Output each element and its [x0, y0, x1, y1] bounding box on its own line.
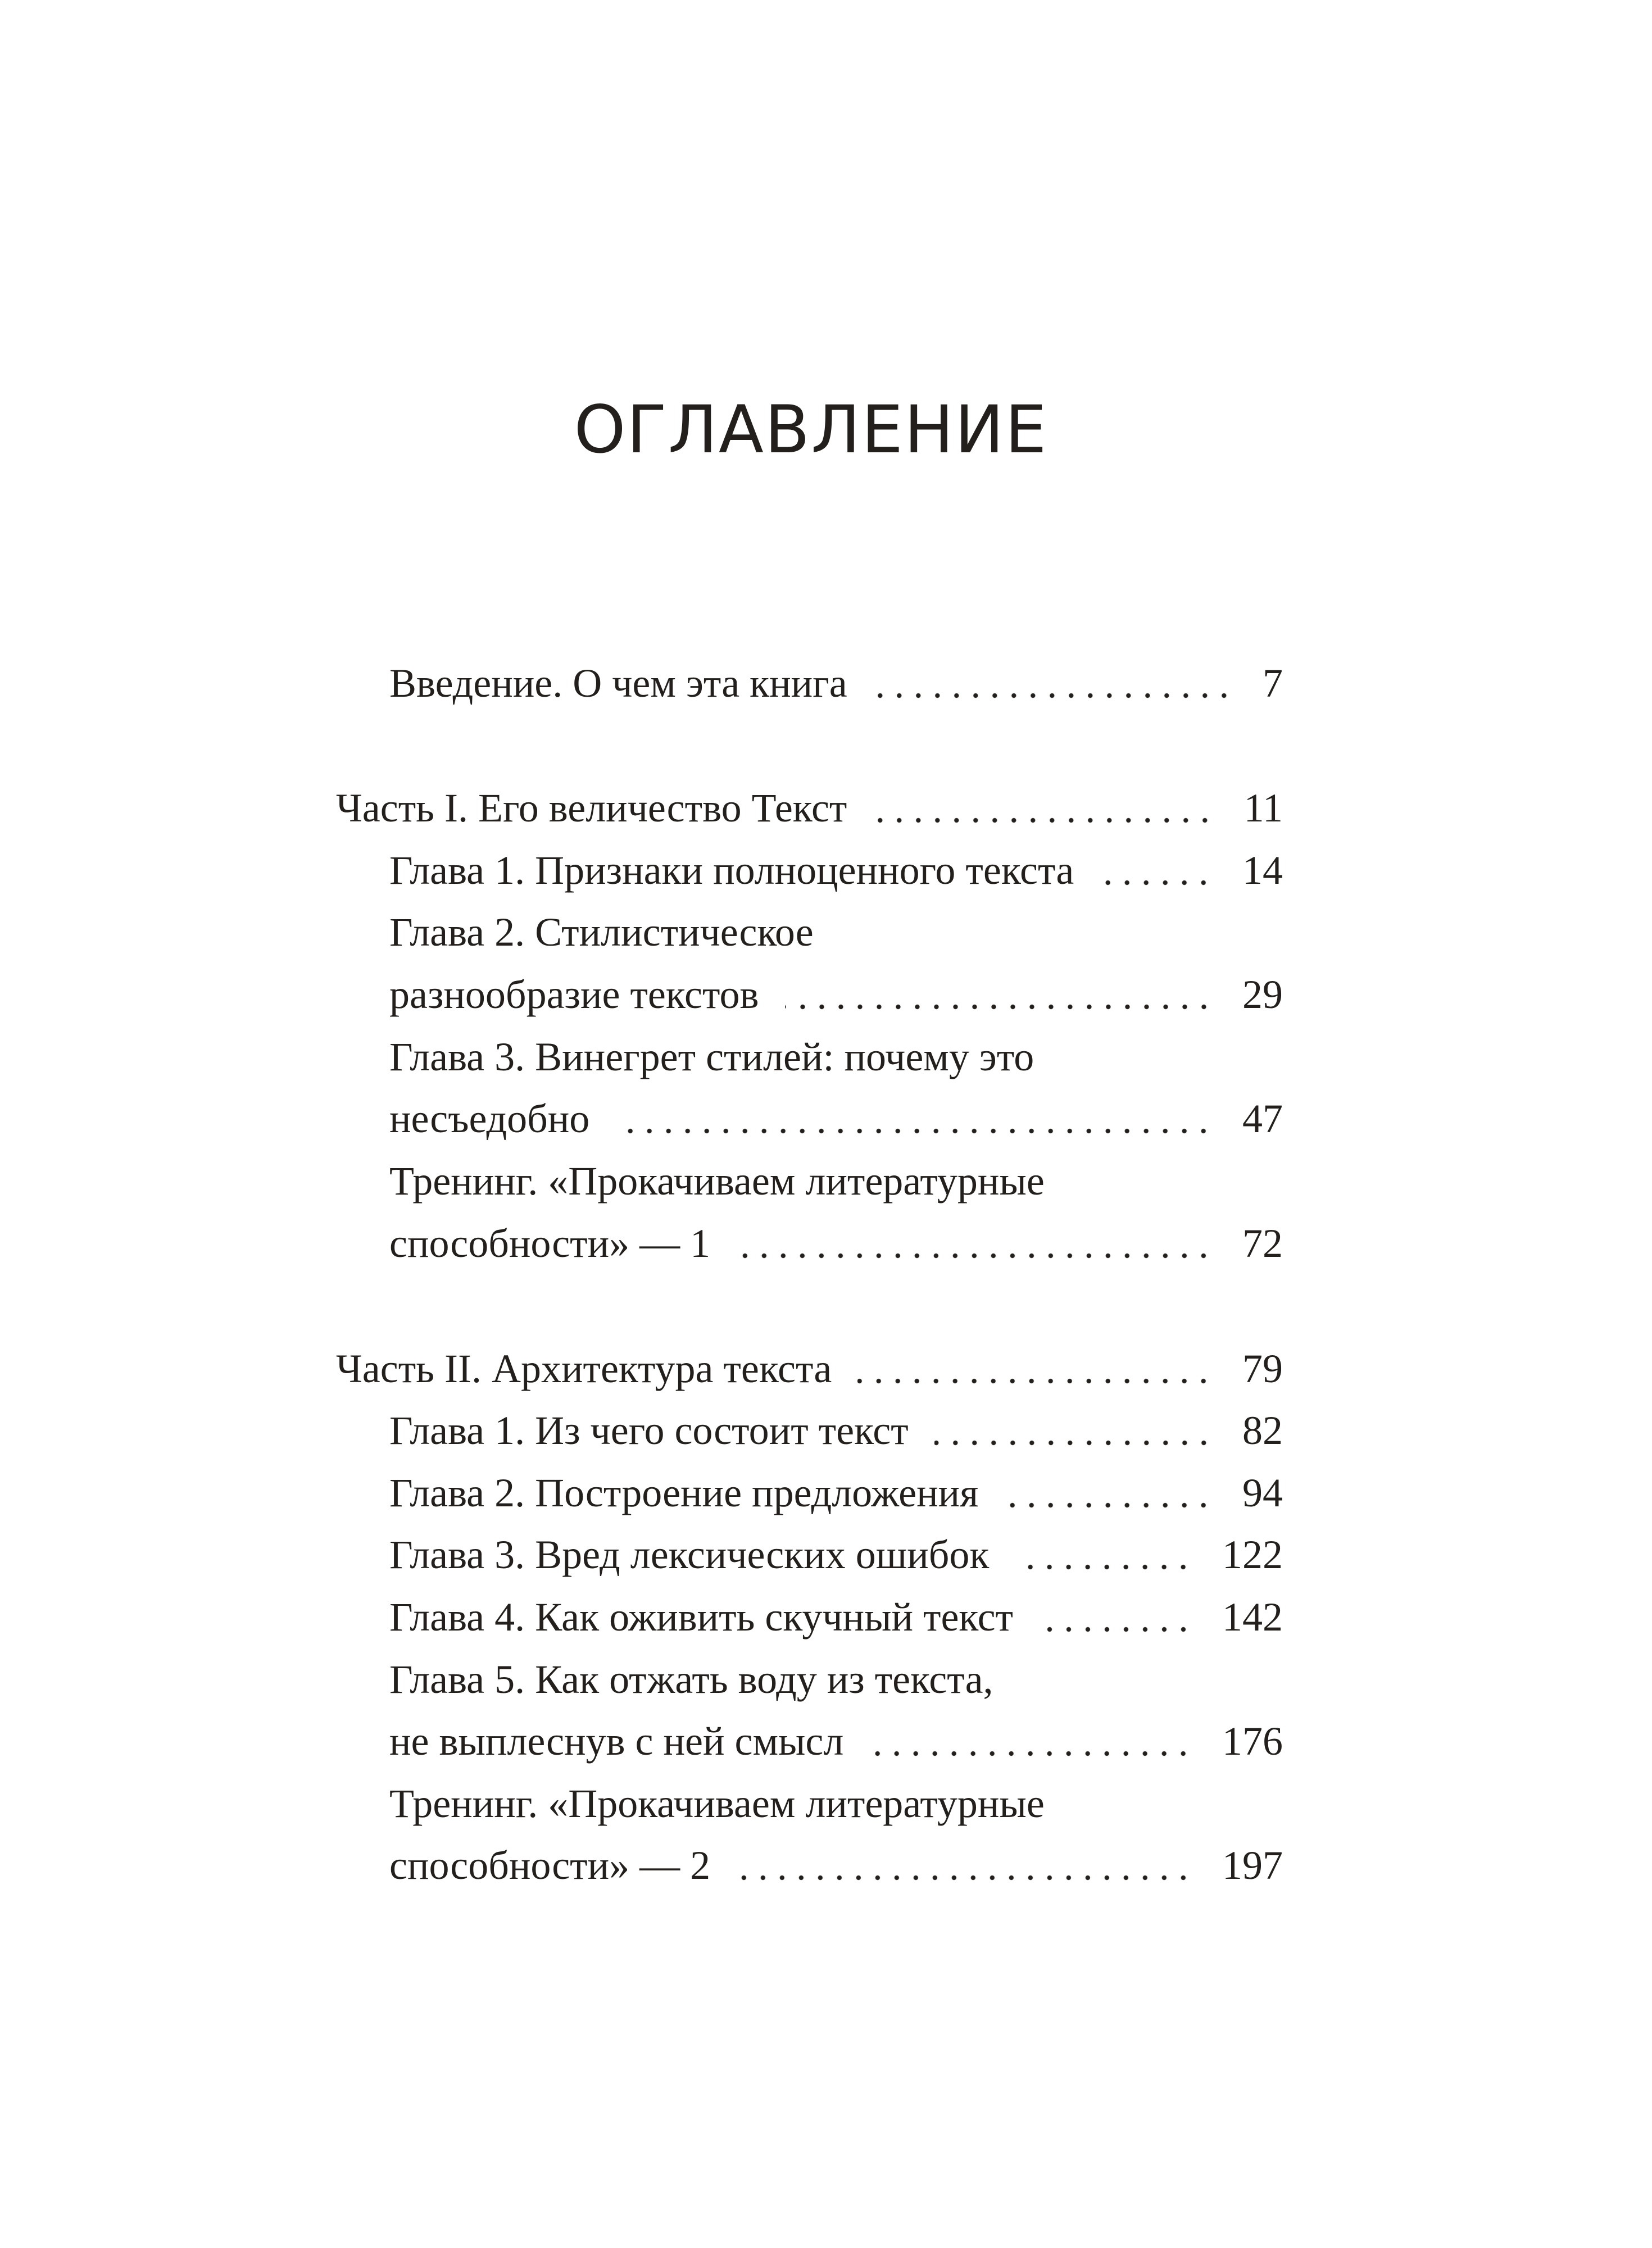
- toc-entry-text: способности» — 1: [389, 1221, 711, 1266]
- toc-page-number: 94: [1242, 1470, 1283, 1515]
- toc-entry-intro[interactable]: [389, 655, 1283, 711]
- dot-leader: [1015, 1564, 1193, 1570]
- toc-page-number: 176: [1222, 1719, 1283, 1764]
- toc-page-number: 11: [1243, 785, 1283, 830]
- dot-leader: [869, 1750, 1193, 1757]
- toc-page-number: 197: [1222, 1843, 1283, 1888]
- toc-entry-part1-training-line2[interactable]: [389, 1215, 1283, 1271]
- toc-entry-text: Глава 2. Построение предложения: [389, 1470, 979, 1515]
- toc-entry-text: Глава 4. Как оживить скучный текст: [389, 1595, 1014, 1640]
- dot-leader: [1039, 1626, 1193, 1633]
- toc-entry-part2-chapter1[interactable]: [389, 1402, 1283, 1459]
- toc-entry-text: не выплеснув с ней смысл: [389, 1719, 844, 1764]
- toc-entry-part2-chapter4[interactable]: [389, 1589, 1283, 1645]
- toc-entry-text: Тренинг. «Прокачиваем литературные: [389, 1159, 1045, 1204]
- toc-part-2[interactable]: [336, 1341, 1283, 1397]
- toc-entry-part1-chapter1[interactable]: [389, 842, 1283, 898]
- dot-leader: [1100, 879, 1213, 886]
- toc-entry-part1-training-line1[interactable]: [389, 1153, 1283, 1209]
- toc-entry-part2-training-line2[interactable]: [389, 1837, 1283, 1893]
- dot-leader: [785, 1003, 1213, 1010]
- toc-page-number: 122: [1222, 1532, 1283, 1577]
- toc-entry-part2-chapter5-line1[interactable]: [389, 1651, 1283, 1707]
- toc-entry-part1-chapter3-line1[interactable]: [389, 1029, 1283, 1085]
- toc-entry-text: разнообразие текстов: [389, 972, 759, 1017]
- toc-entry-part2-chapter3[interactable]: [389, 1527, 1283, 1583]
- toc-page-number: 72: [1242, 1221, 1283, 1266]
- toc-entry-text: Глава 1. Признаки полноценного текста: [389, 848, 1074, 893]
- toc-page-number: 82: [1242, 1408, 1283, 1453]
- toc-entry-text: Глава 5. Как отжать воду из текста,: [389, 1657, 993, 1702]
- toc-entry-part1-chapter2-line1[interactable]: [389, 904, 1283, 960]
- toc-part-1[interactable]: [336, 780, 1283, 836]
- toc-entry-part1-chapter3-line2[interactable]: [389, 1091, 1283, 1147]
- toc-entry-part1-chapter2-line2[interactable]: [389, 966, 1283, 1023]
- toc-entry-text: Глава 3. Винегрет стилей: почему это: [389, 1034, 1034, 1079]
- dot-leader: [934, 1439, 1213, 1446]
- toc-entry-text: Глава 3. Вред лексических ошибок: [389, 1532, 990, 1577]
- toc-page-number: 79: [1242, 1346, 1283, 1391]
- toc-entry-part2-chapter2[interactable]: [389, 1465, 1283, 1521]
- dot-leader: [615, 1128, 1213, 1134]
- toc-entry-text: Введение. О чем эта книга: [389, 661, 847, 706]
- dot-leader: [873, 692, 1233, 699]
- toc-page-number: 14: [1242, 848, 1283, 893]
- toc-entry-text: Тренинг. «Прокачиваем литературные: [389, 1781, 1045, 1826]
- toc-entry-part2-chapter5-line2[interactable]: [389, 1713, 1283, 1769]
- dot-leader: [873, 817, 1214, 824]
- toc-part-heading: Часть I. Его величество Текст: [336, 785, 847, 830]
- dot-leader: [857, 1378, 1213, 1384]
- toc-entry-text: Глава 2. Стилистическое: [389, 910, 814, 955]
- toc-page-number: 47: [1242, 1096, 1283, 1141]
- toc-entry-text: способности» — 2: [389, 1843, 711, 1888]
- toc-page-number: 7: [1263, 661, 1283, 706]
- dot-leader: [736, 1252, 1213, 1259]
- toc-entry-part2-training-line1[interactable]: [389, 1775, 1283, 1832]
- toc-page-number: 29: [1242, 972, 1283, 1017]
- toc-entry-text: несъедобно: [389, 1096, 590, 1141]
- toc-entry-text: Глава 1. Из чего состоит текст: [389, 1408, 909, 1453]
- toc-page-number: 142: [1222, 1595, 1283, 1640]
- toc-part-heading: Часть II. Архитектура текста: [336, 1346, 832, 1391]
- page-title: ОГЛАВЛЕНИЕ: [574, 391, 1048, 468]
- dot-leader: [1004, 1502, 1213, 1509]
- dot-leader: [736, 1874, 1193, 1881]
